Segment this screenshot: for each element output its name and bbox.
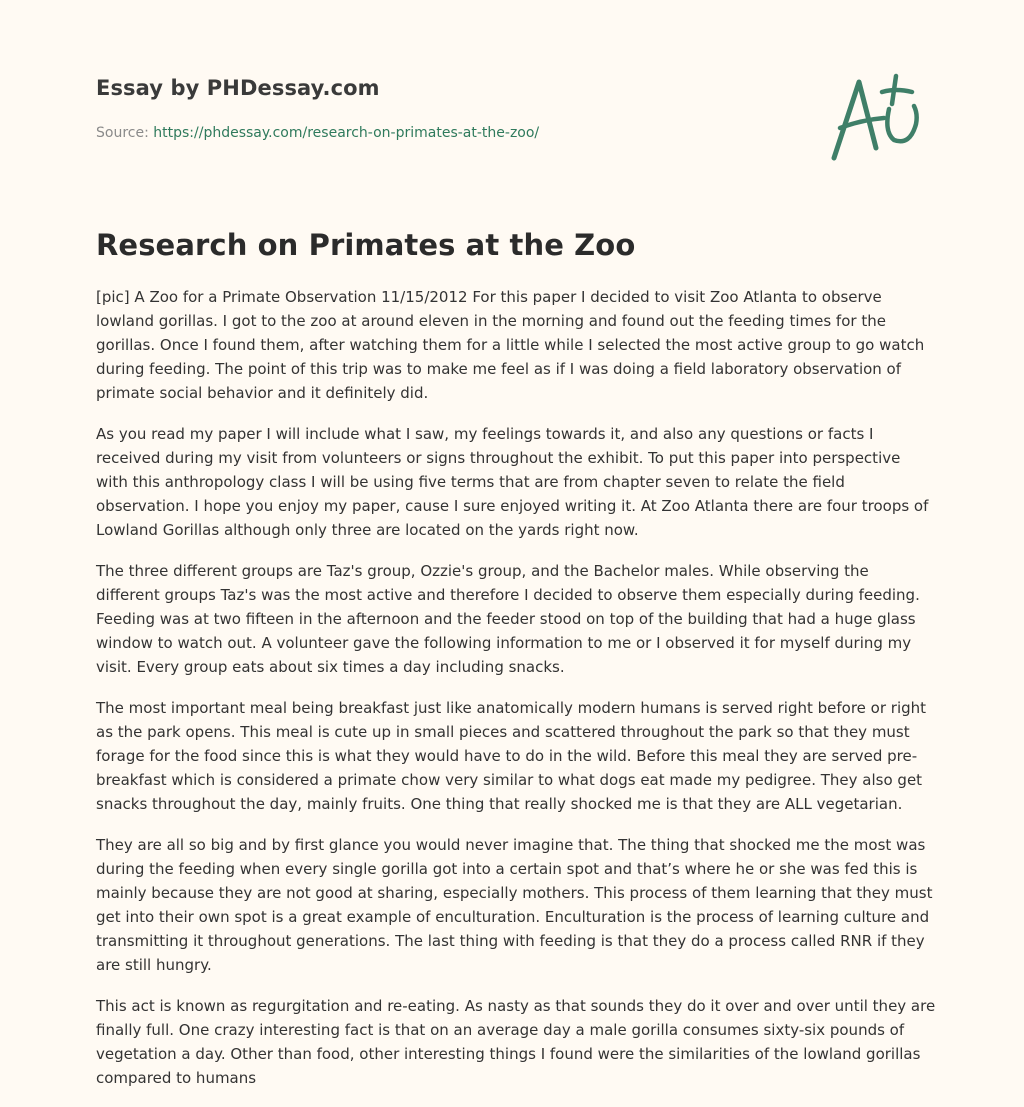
a-plus-logo-icon bbox=[826, 70, 926, 166]
article-title: Research on Primates at the Zoo bbox=[96, 228, 636, 262]
article-paragraph: The three different groups are Taz's group, Ozzie's group, and the Bachelor males. While observing the different groups Taz's was the most active and therefore I decided to observe them especially during feeding. Feeding was at two fifteen in the afternoon and the feeder stood on top of the building that had a huge glass window to watch out. A volunteer gave the following information to me or I observed it for myself during my visit. Every group eats about six times a day including snacks. bbox=[96, 562, 920, 676]
source-link[interactable]: https://phdessay.com/research-on-primates-at-the-zoo/ bbox=[153, 125, 540, 141]
article-paragraph: They are all so big and by first glance you would never imagine that. The thing that shocked me the most was during the feeding when every single gorilla got into a certain spot and that’s where he or she was fed this is mainly because they are not good at sharing, especially mothers. This process of them learning that they must get into their own spot is a great example of enculturation. Enculturation is the process of learning culture and transmitting it throughout generations. The last thing with feeding is that they do a process called RNR if they are still hungry. bbox=[96, 836, 933, 974]
source-line bbox=[96, 125, 539, 141]
article-paragraph: This act is known as regurgitation and re-eating. As nasty as that sounds they do it over and over until they are finally full. One crazy interesting fact is that on an average day a male gorilla consumes sixty-six pounds of vegetation a day. Other than food, other interesting things I found were the similarities of the lowland gorillas compared to humans bbox=[96, 997, 936, 1087]
brand-title: Essay by PHDessay.com bbox=[96, 76, 380, 100]
article-paragraph: [pic] A Zoo for a Primate Observation 11/15/2012 For this paper I decided to visit Zoo Atlanta to observe lowland gorillas. I got to the zoo at around eleven in the morning and found out the feeding times for the gorillas. Once I found them, after watching them for a little while I selected the most active group to go watch during feeding. The point of this trip was to make me feel as if I was doing a field laboratory observation of primate social behavior and it definitely did. bbox=[96, 288, 925, 402]
article-paragraph: As you read my paper I will include what I saw, my feelings towards it, and also any questions or facts I received during my visit from volunteers or signs throughout the exhibit. To put this paper into perspective with this anthropology class I will be using five terms that are from chapter seven to relate the field observation. I hope you enjoy my paper, cause I sure enjoyed writing it. At Zoo Atlanta there are four troops of Lowland Gorillas although only three are located on the yards right now. bbox=[96, 425, 929, 539]
page-header bbox=[96, 70, 926, 180]
article-paragraph: The most important meal being breakfast just like anatomically modern humans is served right before or right as the park opens. This meal is cute up in small pieces and scattered throughout the park so that they must forage for the food since this is what they would have to do in the wild. Before this meal they are served pre-breakfast which is considered a primate chow very similar to what dogs eat made my pedigree. They also get snacks throughout the day, mainly fruits. One thing that really shocked me is that they are ALL vegetarian. bbox=[96, 699, 927, 813]
article-body bbox=[96, 285, 936, 1107]
source-label: Source: bbox=[96, 125, 149, 141]
